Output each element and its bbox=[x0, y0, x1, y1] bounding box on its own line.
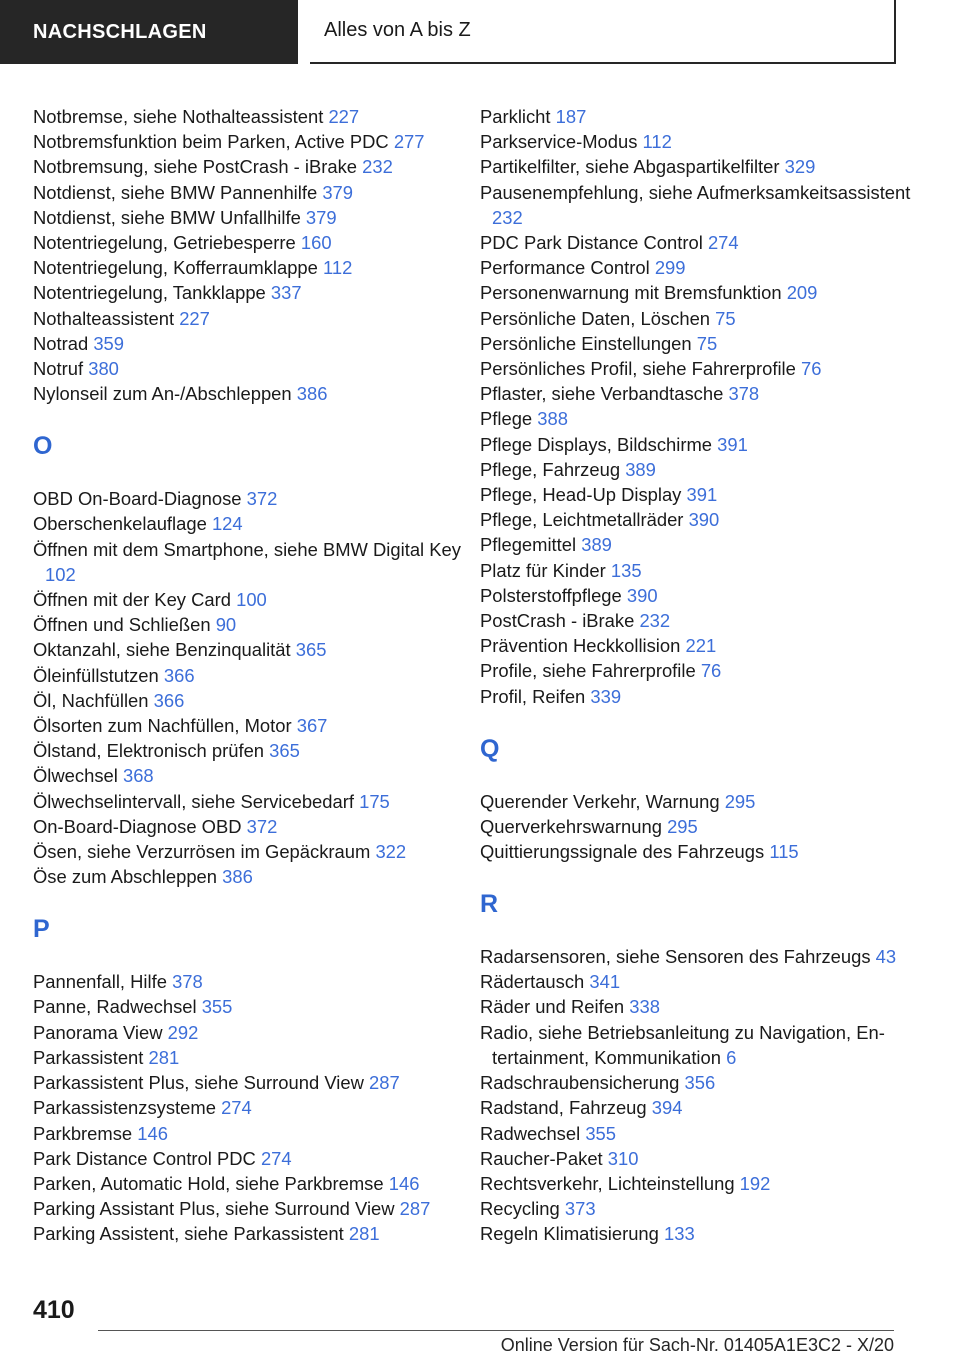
index-entry-text: On-Board-Diagnose OBD bbox=[33, 815, 242, 837]
page-reference-link[interactable]: 112 bbox=[642, 131, 672, 153]
index-entry bbox=[480, 994, 920, 1019]
index-entry bbox=[33, 1146, 463, 1171]
index-entry-text: Ölwechselintervall, siehe Servicebedarf bbox=[33, 790, 354, 812]
index-entry-text: Notentriegelung, Tankklappe bbox=[33, 282, 266, 304]
index-entry-text: Panorama View bbox=[33, 1021, 163, 1043]
index-entry bbox=[33, 789, 463, 814]
index-entry bbox=[480, 839, 920, 864]
index-entry-text: Parkassistent bbox=[33, 1046, 144, 1068]
page-reference-link[interactable]: 192 bbox=[739, 1172, 771, 1194]
page-reference-link[interactable]: 295 bbox=[667, 815, 698, 837]
index-entry bbox=[480, 129, 920, 154]
page-reference-link[interactable]: 386 bbox=[296, 383, 328, 405]
page-reference-link[interactable]: 227 bbox=[328, 106, 360, 127]
index-entry bbox=[33, 738, 463, 763]
index-entry bbox=[480, 633, 920, 658]
index-entry bbox=[480, 969, 920, 994]
index-entry bbox=[33, 129, 463, 154]
index-entry bbox=[33, 1020, 463, 1045]
index-entry bbox=[480, 255, 920, 280]
page-reference-link[interactable]: 175 bbox=[359, 790, 390, 812]
page-reference-link[interactable]: 133 bbox=[664, 1223, 695, 1245]
index-entry-text: Pflegemittel bbox=[480, 534, 577, 556]
index-entry-text: Radio, siehe Betriebsanleitung zu Navigation, Entertainment, Kommunikation bbox=[480, 1021, 885, 1068]
page-reference-link[interactable]: 146 bbox=[388, 1172, 420, 1194]
index-entry bbox=[33, 713, 463, 738]
index-entry bbox=[33, 255, 463, 280]
index-entry bbox=[33, 1121, 463, 1146]
page-reference-link[interactable]: 367 bbox=[296, 715, 328, 737]
index-entry-text: Nylonseil zum An-/Abschleppen bbox=[33, 383, 292, 405]
page-reference-link[interactable]: 366 bbox=[163, 664, 195, 686]
index-entry-text: Partikelfilter, siehe Abgaspartikelfilter bbox=[480, 156, 780, 178]
index-entry bbox=[33, 688, 463, 713]
index-entry-text: Raucher-Paket bbox=[480, 1147, 603, 1169]
page-reference-link[interactable]: 6 bbox=[726, 1046, 737, 1068]
index-entry-text: Pflege, Head-Up Display bbox=[480, 484, 682, 506]
page-reference-link[interactable]: 329 bbox=[784, 156, 816, 178]
index-entry-text: Oberschenkelauflage bbox=[33, 513, 207, 535]
index-entry bbox=[480, 482, 920, 507]
page-reference-link[interactable]: 75 bbox=[715, 307, 736, 329]
index-column-left bbox=[33, 104, 463, 1247]
index-entry-text: Pausenempfehlung, siehe Aufmerksamkeitsassistent bbox=[480, 181, 911, 203]
index-column-right bbox=[480, 104, 920, 1247]
index-letter-heading: Q bbox=[480, 734, 500, 763]
index-entry-text: Persönliche Daten, Löschen bbox=[480, 307, 711, 329]
index-entry-text: Querender Verkehr, Warnung bbox=[480, 790, 720, 812]
page-reference-link[interactable]: 274 bbox=[260, 1147, 292, 1169]
index-entry bbox=[480, 658, 920, 683]
page-reference-link[interactable]: 274 bbox=[707, 232, 739, 254]
index-entry bbox=[480, 104, 920, 129]
page-reference-link[interactable]: 187 bbox=[555, 106, 587, 127]
index-entry-text: Radschraubensicherung bbox=[480, 1072, 680, 1094]
page-reference-link[interactable]: 337 bbox=[270, 282, 302, 304]
page-reference-link[interactable]: 372 bbox=[246, 488, 278, 510]
index-entry bbox=[33, 663, 463, 688]
index-entry-text: Prävention Heckkollision bbox=[480, 635, 681, 657]
page-reference-link[interactable]: 76 bbox=[700, 660, 722, 682]
page-reference-link[interactable]: 277 bbox=[393, 131, 425, 153]
page-reference-link[interactable]: 75 bbox=[696, 332, 718, 354]
index-entry bbox=[480, 230, 920, 255]
page-reference-link[interactable]: 386 bbox=[222, 866, 253, 888]
index-entry-text: PostCrash - iBrake bbox=[480, 610, 635, 632]
index-entry-text: Rechtsverkehr, Lichteinstellung bbox=[480, 1172, 735, 1194]
index-entry bbox=[33, 1045, 463, 1070]
index-letter-heading: R bbox=[480, 890, 499, 919]
page-reference-link[interactable]: 359 bbox=[93, 332, 125, 354]
index-entry-text: Performance Control bbox=[480, 257, 650, 279]
page-reference-link[interactable]: 43 bbox=[875, 946, 897, 968]
index-entry bbox=[33, 180, 463, 205]
index-letter-heading: P bbox=[33, 915, 50, 944]
index-entry-text: Recycling bbox=[480, 1198, 560, 1220]
index-entry-text: Parkservice-Modus bbox=[480, 131, 638, 153]
index-entry bbox=[33, 1221, 463, 1246]
index-entry bbox=[33, 612, 463, 637]
page-reference-link[interactable]: 90 bbox=[215, 614, 237, 636]
index-entry-text: Parken, Automatic Hold, siehe Parkbremse bbox=[33, 1172, 384, 1194]
index-entry bbox=[33, 537, 463, 587]
index-entry bbox=[480, 381, 920, 406]
page-reference-link[interactable]: 379 bbox=[322, 181, 353, 203]
chapter-title: Alles von A bis Z bbox=[310, 0, 896, 64]
index-entry bbox=[33, 637, 463, 662]
index-entry-text: Öffnen mit der Key Card bbox=[33, 589, 231, 611]
page-reference-link[interactable]: 146 bbox=[137, 1122, 168, 1144]
page-reference-link[interactable]: 100 bbox=[236, 589, 267, 611]
index-entry-text: Ölstand, Elektronisch prüfen bbox=[33, 740, 265, 762]
index-entry-text: Notentriegelung, Kofferraumklappe bbox=[33, 257, 318, 279]
page-reference-link[interactable]: 274 bbox=[221, 1097, 252, 1119]
index-entry-text: Pflege bbox=[480, 408, 533, 430]
index-entry-text: Parking Assistant Plus, siehe Surround View bbox=[33, 1198, 395, 1220]
page-reference-link[interactable]: 339 bbox=[590, 685, 622, 707]
index-entry-text: Pflaster, siehe Verbandtasche bbox=[480, 383, 724, 405]
index-entry bbox=[480, 1221, 920, 1246]
page-reference-link[interactable]: 102 bbox=[45, 563, 76, 585]
index-entry bbox=[480, 507, 920, 532]
index-entry bbox=[480, 1070, 920, 1095]
page-reference-link[interactable]: 160 bbox=[300, 232, 332, 254]
index-entry bbox=[480, 1020, 920, 1070]
index-entry bbox=[480, 1171, 920, 1196]
index-entry-text: Radarsensoren, siehe Sensoren des Fahrzeugs bbox=[480, 946, 871, 968]
index-entry bbox=[480, 608, 920, 633]
index-entry-text: Notbremsung, siehe PostCrash - iBrake bbox=[33, 156, 358, 178]
index-entry bbox=[480, 331, 920, 356]
page-reference-link[interactable]: 299 bbox=[654, 257, 686, 279]
index-entry bbox=[33, 331, 463, 356]
index-entry bbox=[480, 1095, 920, 1120]
index-entry-text: Notdienst, siehe BMW Pannenhilfe bbox=[33, 181, 318, 203]
index-entry-text: Profil, Reifen bbox=[480, 685, 586, 707]
index-entry bbox=[480, 306, 920, 331]
index-entry-text: Parkassistent Plus, siehe Surround View bbox=[33, 1072, 364, 1094]
index-entry-text: Quittierungssignale des Fahrzeugs bbox=[480, 841, 765, 863]
page-reference-link[interactable]: 355 bbox=[201, 996, 233, 1018]
page-reference-link[interactable]: 390 bbox=[626, 584, 658, 606]
page-reference-link[interactable]: 391 bbox=[686, 484, 718, 506]
index-entry-text: Ölsorten zum Nachfüllen, Motor bbox=[33, 715, 292, 737]
index-entry bbox=[480, 154, 920, 179]
page-reference-link[interactable]: 232 bbox=[362, 156, 393, 178]
online-version-note: Online Version für Sach-Nr. 01405A1E3C2 - X/20 bbox=[500, 1335, 894, 1355]
index-entry-text: Räder und Reifen bbox=[480, 996, 625, 1018]
index-entry-text: Parking Assistent, siehe Parkassistent bbox=[33, 1223, 344, 1245]
index-entry bbox=[33, 280, 463, 305]
page-reference-link[interactable]: 287 bbox=[399, 1198, 431, 1220]
index-entry-text: PDC Park Distance Control bbox=[480, 232, 703, 254]
index-entry-text: Nothalteassistent bbox=[33, 307, 175, 329]
index-entry-text: Parkassistenzsysteme bbox=[33, 1097, 216, 1119]
index-entry-text: Rädertausch bbox=[480, 971, 585, 993]
index-entry bbox=[33, 1196, 463, 1221]
page-reference-link[interactable]: 232 bbox=[639, 610, 671, 632]
index-entry-text: Oktanzahl, siehe Benzinqualität bbox=[33, 639, 291, 661]
index-entry bbox=[33, 381, 463, 406]
index-entry-text: Pflege, Fahrzeug bbox=[480, 458, 621, 480]
page-reference-link[interactable]: 124 bbox=[211, 513, 243, 535]
index-entry bbox=[33, 814, 463, 839]
index-entry-text: Platz für Kinder bbox=[480, 559, 606, 581]
index-entry-text: OBD On-Board-Diagnose bbox=[33, 488, 242, 510]
index-entry-text: Öse zum Abschleppen bbox=[33, 866, 218, 888]
page-reference-link[interactable]: 391 bbox=[717, 433, 748, 455]
page-reference-link[interactable]: 356 bbox=[684, 1072, 716, 1094]
index-entry-text: Notrad bbox=[33, 332, 89, 354]
index-entry bbox=[33, 763, 463, 788]
page-reference-link[interactable]: 389 bbox=[625, 458, 656, 480]
page-reference-link[interactable]: 209 bbox=[786, 282, 818, 304]
page-reference-link[interactable]: 281 bbox=[348, 1223, 380, 1245]
page-reference-link[interactable]: 380 bbox=[88, 358, 119, 380]
index-entry-text: Panne, Radwechsel bbox=[33, 996, 197, 1018]
page-reference-link[interactable]: 378 bbox=[172, 971, 203, 993]
index-entry-text: Ösen, siehe Verzurrösen im Gepäckraum bbox=[33, 841, 371, 863]
index-entry-text: Öffnen und Schließen bbox=[33, 614, 211, 636]
index-entry-text: Pflege Displays, Bildschirme bbox=[480, 433, 713, 455]
page-reference-link[interactable]: 372 bbox=[246, 815, 278, 837]
page-reference-link[interactable]: 379 bbox=[305, 206, 337, 228]
index-entry bbox=[480, 432, 920, 457]
page-reference-link[interactable]: 310 bbox=[607, 1147, 639, 1169]
index-letter-heading: O bbox=[33, 432, 53, 461]
index-entry-text: Notbremse, siehe Nothalteassistent bbox=[33, 106, 324, 127]
index-entry-text: Parkbremse bbox=[33, 1122, 133, 1144]
page-reference-link[interactable]: 227 bbox=[179, 307, 210, 329]
index-entry-text: Querverkehrswarnung bbox=[480, 815, 662, 837]
index-entry bbox=[33, 994, 463, 1019]
index-entry bbox=[480, 583, 920, 608]
index-entry bbox=[480, 280, 920, 305]
index-entry-text: Park Distance Control PDC bbox=[33, 1147, 256, 1169]
page-reference-link[interactable]: 368 bbox=[122, 765, 154, 787]
index-entry-text: Notruf bbox=[33, 358, 84, 380]
index-entry bbox=[33, 969, 463, 994]
index-entry bbox=[480, 180, 920, 230]
index-entry-text: Pflege, Leichtmetallräder bbox=[480, 509, 684, 531]
page-reference-link[interactable]: 322 bbox=[375, 841, 407, 863]
index-entry bbox=[480, 814, 920, 839]
index-entry bbox=[33, 587, 463, 612]
index-entry-text: Radwechsel bbox=[480, 1122, 581, 1144]
index-entry-text: Notentriegelung, Getriebesperre bbox=[33, 232, 296, 254]
section-label: NACHSCHLAGEN bbox=[0, 0, 298, 64]
page-reference-link[interactable]: 135 bbox=[610, 559, 642, 581]
page-reference-link[interactable]: 287 bbox=[369, 1072, 400, 1094]
index-entry bbox=[480, 944, 920, 969]
index-entry-text: Öffnen mit dem Smartphone, siehe BMW Digital Key bbox=[33, 538, 461, 560]
index-entry bbox=[480, 356, 920, 381]
index-entry-text: Radstand, Fahrzeug bbox=[480, 1097, 647, 1119]
index-entry-text: Regeln Klimatisierung bbox=[480, 1223, 659, 1245]
page-reference-link[interactable]: 366 bbox=[153, 689, 185, 711]
index-entry-text: Pannenfall, Hilfe bbox=[33, 971, 167, 993]
page-reference-link[interactable]: 365 bbox=[269, 740, 300, 762]
page-reference-link[interactable]: 76 bbox=[800, 358, 822, 380]
page-reference-link[interactable]: 388 bbox=[537, 408, 568, 430]
page-reference-link[interactable]: 292 bbox=[167, 1021, 199, 1043]
index-entry bbox=[480, 789, 920, 814]
index-entry-text: Ölwechsel bbox=[33, 765, 118, 787]
index-entry bbox=[480, 684, 920, 709]
page-reference-link[interactable]: 112 bbox=[323, 257, 353, 279]
index-entry-text: Profile, siehe Fahrerprofile bbox=[480, 660, 696, 682]
page-reference-link[interactable]: 390 bbox=[688, 509, 720, 531]
index-entry-text: Notdienst, siehe BMW Unfallhilfe bbox=[33, 206, 301, 228]
page-number: 410 bbox=[33, 1296, 75, 1324]
index-entry-text: Persönliche Einstellungen bbox=[480, 332, 692, 354]
index-entry bbox=[33, 511, 463, 536]
page-reference-link[interactable]: 281 bbox=[148, 1046, 180, 1068]
page-reference-link[interactable]: 394 bbox=[651, 1097, 683, 1119]
index-entry-text: Notbremsfunktion beim Parken, Active PDC bbox=[33, 131, 389, 153]
index-entry-text: Öleinfüllstutzen bbox=[33, 664, 159, 686]
index-entry bbox=[33, 230, 463, 255]
index-entry bbox=[33, 104, 463, 129]
page-reference-link[interactable]: 221 bbox=[685, 635, 717, 657]
index-entry bbox=[480, 1196, 920, 1221]
page-reference-link[interactable]: 378 bbox=[728, 383, 760, 405]
index-entry-text: Polsterstoffpflege bbox=[480, 584, 622, 606]
page-reference-link[interactable]: 338 bbox=[629, 996, 660, 1018]
index-entry bbox=[480, 1146, 920, 1171]
index-entry-text: Personenwarnung mit Bremsfunktion bbox=[480, 282, 782, 304]
index-entry bbox=[33, 205, 463, 230]
page-reference-link[interactable]: 365 bbox=[295, 639, 327, 661]
page-reference-link[interactable]: 355 bbox=[585, 1122, 616, 1144]
index-entry bbox=[33, 839, 463, 864]
index-entry bbox=[480, 406, 920, 431]
index-entry bbox=[480, 457, 920, 482]
index-entry bbox=[33, 1171, 463, 1196]
index-entry bbox=[33, 486, 463, 511]
index-entry bbox=[33, 1095, 463, 1120]
index-entry bbox=[480, 1121, 920, 1146]
index-entry bbox=[480, 532, 920, 557]
index-entry-text: Persönliches Profil, siehe Fahrerprofile bbox=[480, 358, 796, 380]
index-entry-text: Parklicht bbox=[480, 106, 551, 127]
page-reference-link[interactable]: 115 bbox=[769, 841, 799, 863]
index-entry bbox=[33, 306, 463, 331]
index-entry-text: Öl, Nachfüllen bbox=[33, 689, 149, 711]
index-entry bbox=[33, 356, 463, 381]
page-reference-link[interactable]: 389 bbox=[581, 534, 612, 556]
page-reference-link[interactable]: 232 bbox=[492, 206, 523, 228]
page-header bbox=[0, 0, 960, 66]
index-entry bbox=[33, 864, 463, 889]
index-entry bbox=[33, 1070, 463, 1095]
page-reference-link[interactable]: 373 bbox=[564, 1198, 596, 1220]
index-entry bbox=[33, 154, 463, 179]
page-reference-link[interactable]: 295 bbox=[724, 790, 756, 812]
page-reference-link[interactable]: 341 bbox=[589, 971, 621, 993]
index-entry bbox=[480, 558, 920, 583]
footer-divider bbox=[98, 1330, 894, 1331]
